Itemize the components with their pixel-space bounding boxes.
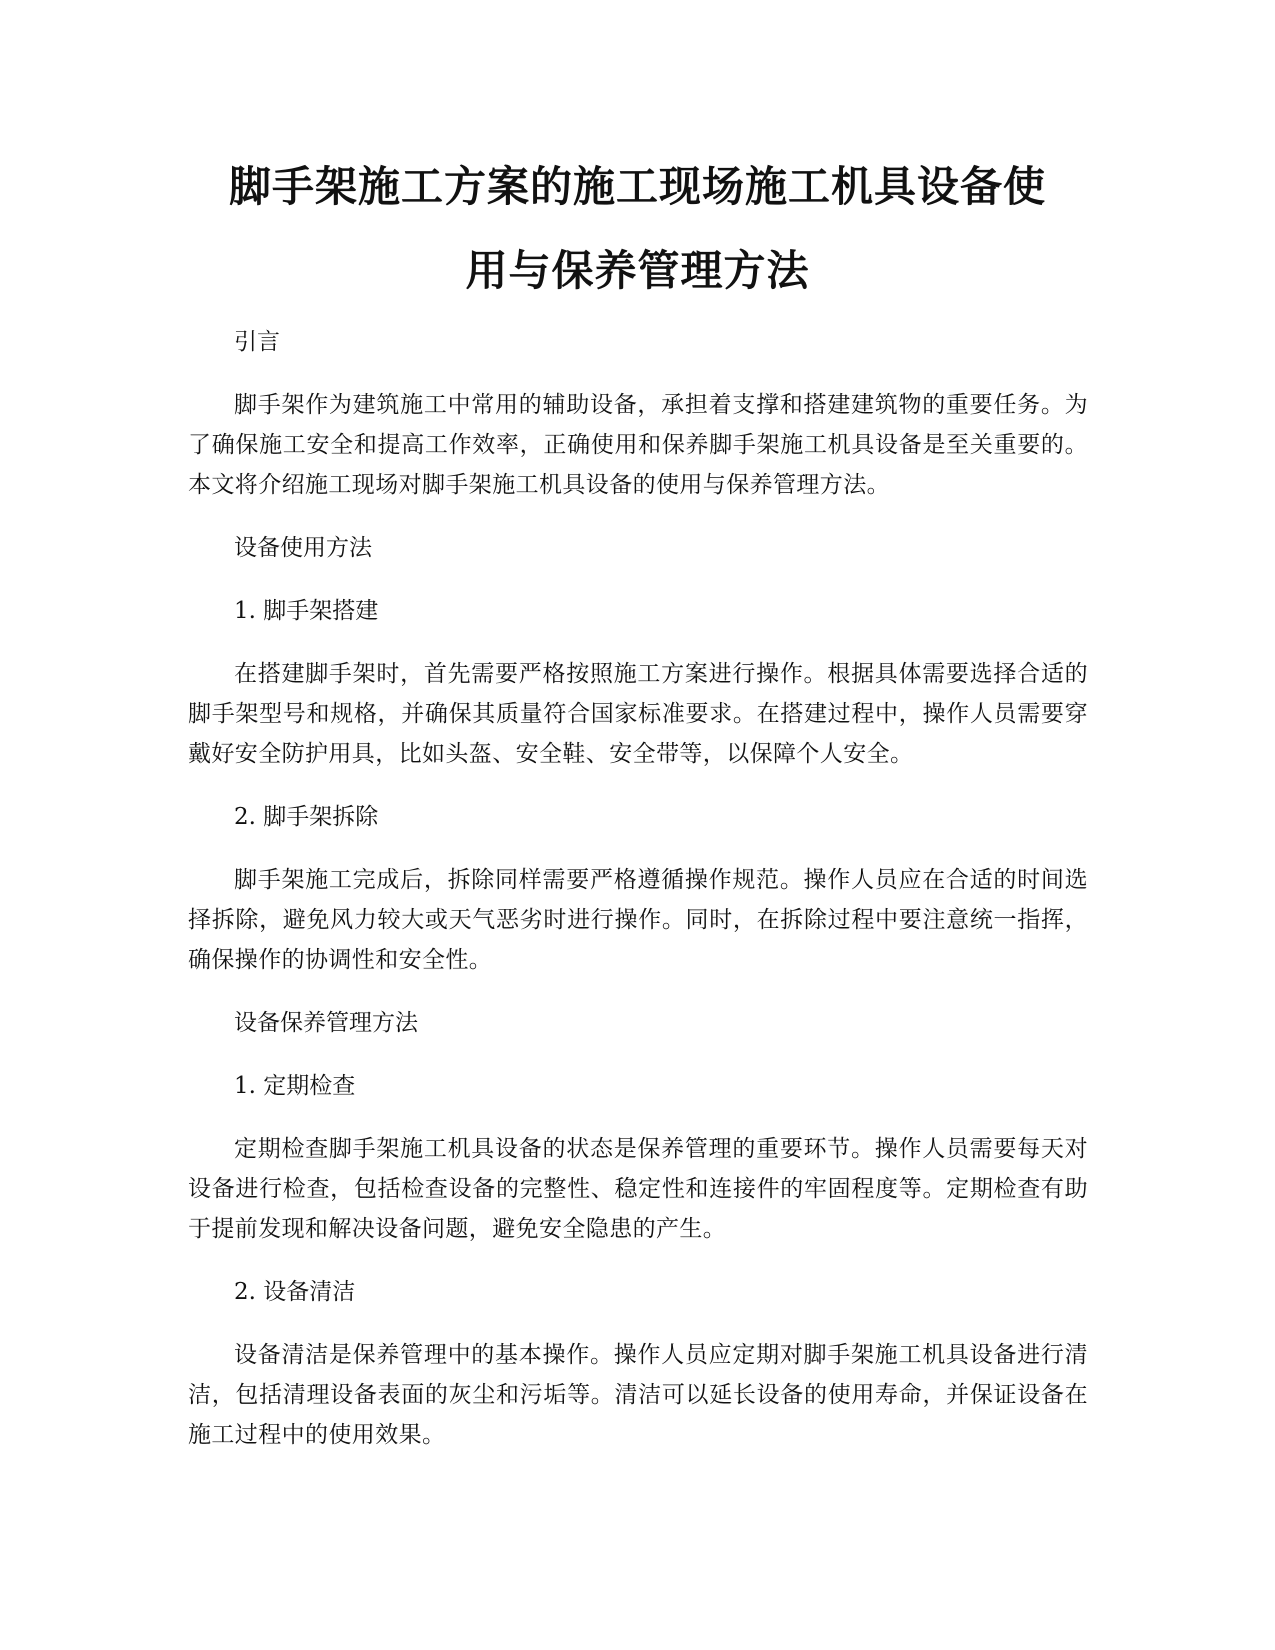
- maint-item2-paragraph: 设备清洁是保养管理中的基本操作。操作人员应定期对脚手架施工机具设备进行清洁，包括清理设备表面的灰尘和污垢等。清洁可以延长设备的使用寿命，并保证设备在施工过程中的使用效果。: [188, 1342, 1088, 1448]
- usage-item1-heading: 1. 脚手架搭建: [234, 598, 379, 624]
- intro-heading: 引言: [234, 329, 280, 355]
- title-line-1: 脚手架施工方案的施工现场施工机具设备使: [228, 162, 1046, 211]
- intro-paragraph: 脚手架作为建筑施工中常用的辅助设备，承担着支撑和搭建建筑物的重要任务。为了确保施工安全和提高工作效率，正确使用和保养脚手架施工机具设备是至关重要的。本文将介绍施工现场对脚手架施工机具设备的使用与保养管理方法。: [188, 392, 1088, 498]
- usage-item2-heading: 2. 脚手架拆除: [234, 804, 379, 830]
- usage-item1-paragraph: 在搭建脚手架时，首先需要严格按照施工方案进行操作。根据具体需要选择合适的脚手架型号和规格，并确保其质量符合国家标准要求。在搭建过程中，操作人员需要穿戴好安全防护用具，比如头盔、安全鞋、安全带等，以保障个人安全。: [188, 661, 1088, 767]
- usage-item2-paragraph: 脚手架施工完成后，拆除同样需要严格遵循操作规范。操作人员应在合适的时间选择拆除，避免风力较大或天气恶劣时进行操作。同时，在拆除过程中要注意统一指挥，确保操作的协调性和安全性。: [188, 867, 1088, 973]
- document-body: [188, 322, 1088, 1478]
- usage-heading: 设备使用方法: [234, 535, 372, 561]
- document-title: [150, 145, 1125, 313]
- title-line-2: 用与保养管理方法: [465, 246, 810, 295]
- maintenance-heading: 设备保养管理方法: [234, 1010, 418, 1036]
- maint-item1-paragraph: 定期检查脚手架施工机具设备的状态是保养管理的重要环节。操作人员需要每天对设备进行检查，包括检查设备的完整性、稳定性和连接件的牢固程度等。定期检查有助于提前发现和解决设备问题，避免安全隐患的产生。: [188, 1136, 1088, 1242]
- maint-item1-heading: 1. 定期检查: [234, 1073, 356, 1099]
- maint-item2-heading: 2. 设备清洁: [234, 1279, 356, 1305]
